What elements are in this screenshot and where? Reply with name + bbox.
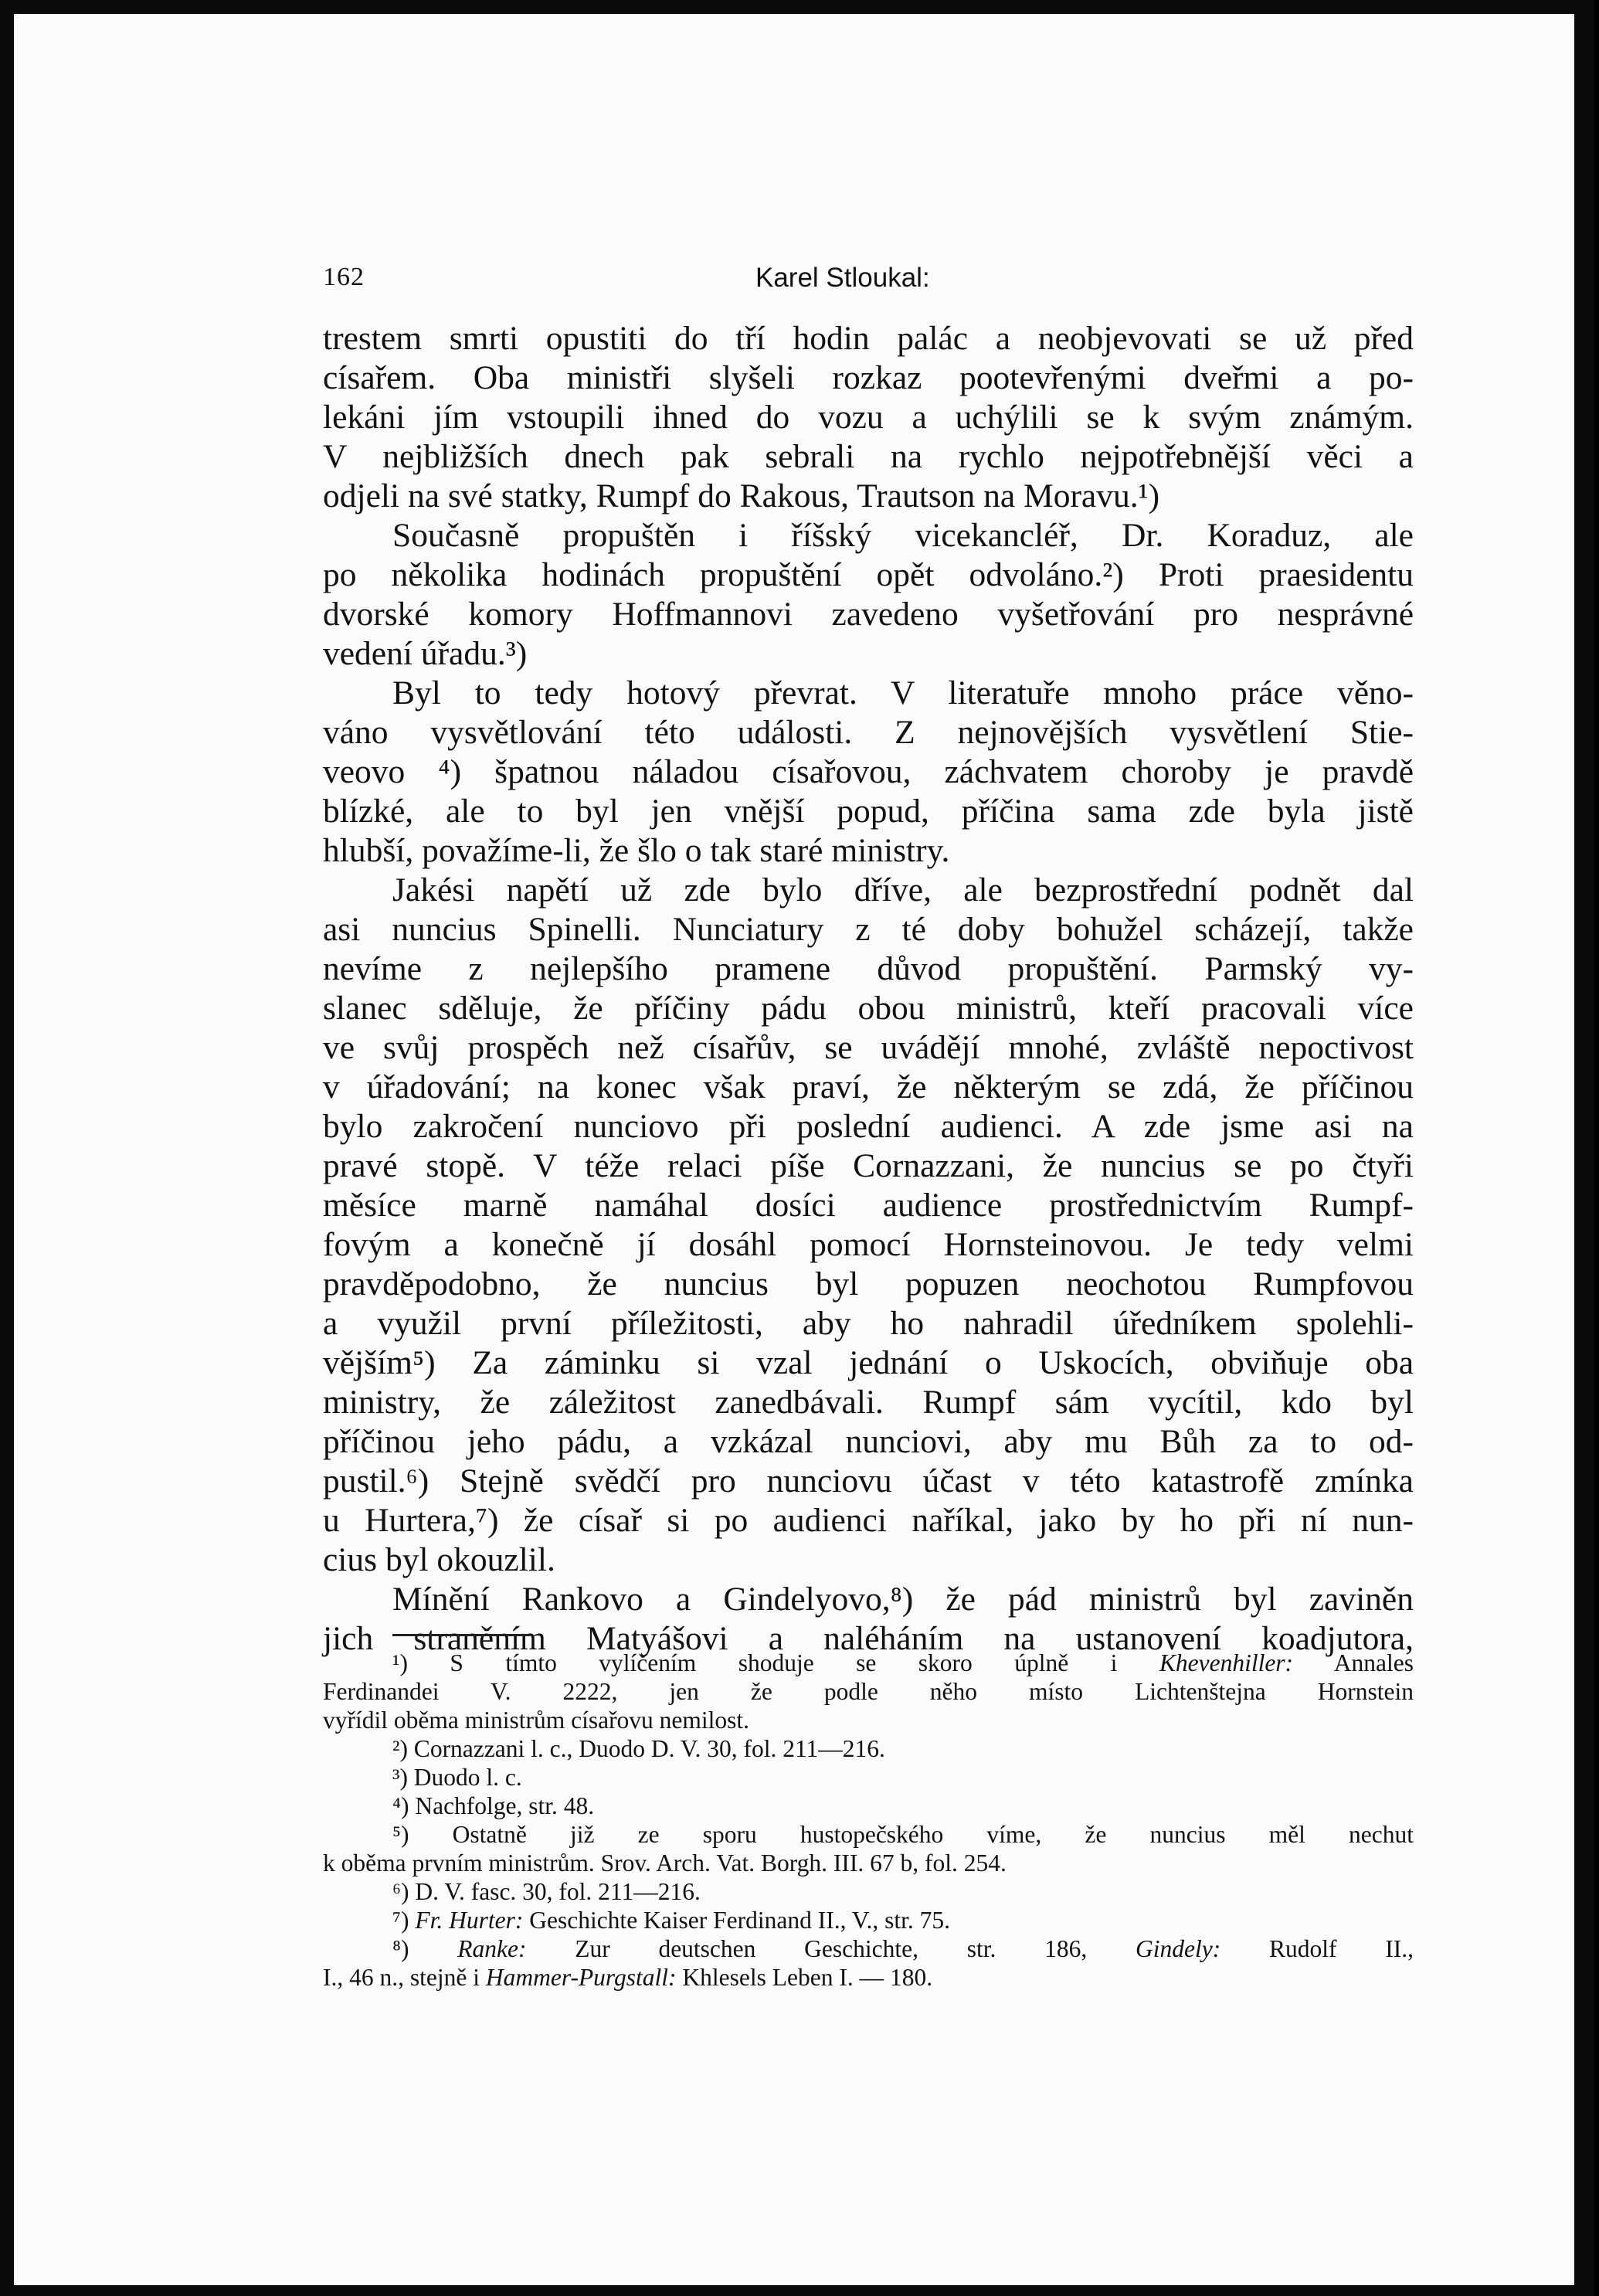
text-line: příčinou jeho pádu, a vzkázal nunciovi, aby mu Bůh za to od- bbox=[323, 1423, 1414, 1460]
text-line: lekáni jím vstoupili ihned do vozu a uchýlili se k svým známým. bbox=[323, 399, 1414, 436]
footnote-divider bbox=[392, 1634, 530, 1636]
footnote-3: ³) Duodo l. c. bbox=[392, 1764, 522, 1791]
paragraph-start-line: Byl to tedy hotový převrat. V literatuře mnoho práce věno- bbox=[392, 674, 1414, 712]
text-line: u Hurtera,⁷) že císař si po audienci naříkal, jako by ho při ní nun- bbox=[323, 1502, 1414, 1539]
page-number: 162 bbox=[323, 263, 365, 291]
text-line: ministry, že záležitost zanedbávali. Rumpf sám vycítil, kdo byl bbox=[323, 1384, 1414, 1421]
footnote-5-cont: k oběma prvním ministrům. Srov. Arch. Vat. Borgh. III. 67 b, fol. 254. bbox=[323, 1849, 1007, 1877]
text-line: bylo zakročení nunciovo při poslední audienci. A zde jsme asi na bbox=[323, 1108, 1414, 1145]
text-line: trestem smrti opustiti do tří hodin palác a neobjevovati se už před bbox=[323, 320, 1414, 357]
text-line: v úřadování; na konec však praví, že některým se zdá, že příčinou bbox=[323, 1068, 1414, 1106]
footnote-6: ⁶) D. V. fasc. 30, fol. 211—216. bbox=[392, 1878, 701, 1905]
text-line: V nejbližších dnech pak sebrali na rychlo nejpotřebnější věci a bbox=[323, 438, 1414, 475]
text-line: cius byl okouzlil. bbox=[323, 1541, 555, 1578]
text-line: pravděpodobno, že nuncius byl popuzen neochotou Rumpfovou bbox=[323, 1265, 1414, 1303]
text-line: jich straněním Matyášovi a naléháním na ustanovení koadjutora, bbox=[323, 1620, 1414, 1657]
text-line: asi nuncius Spinelli. Nunciatury z té doby bohužel scházejí, takže bbox=[323, 911, 1414, 948]
text-line: po několika hodinách propuštění opět odvoláno.²) Proti praesidentu bbox=[323, 556, 1414, 593]
text-line: vedení úřadu.³) bbox=[323, 635, 528, 672]
text-line: hlubší, považíme-li, že šlo o tak staré ministry. bbox=[323, 832, 950, 869]
footnote-2: ²) Cornazzani l. c., Duodo D. V. 30, fol. 211—216. bbox=[392, 1735, 885, 1762]
running-head bbox=[323, 263, 1420, 301]
paragraph-start-line: Jakési napětí už zde bylo dříve, ale bezprostřední podnět dal bbox=[392, 871, 1414, 909]
text-line: veovo ⁴) špatnou náladou císařovou, záchvatem choroby je pravdě bbox=[323, 753, 1414, 790]
book-page bbox=[14, 14, 1574, 2285]
text-line: a využil první příležitosti, aby ho nahradil úředníkem spolehli- bbox=[323, 1305, 1414, 1342]
footnote-7: ⁷) Fr. Hurter: Geschichte Kaiser Ferdinand II., V., str. 75. bbox=[392, 1907, 950, 1934]
footnote-1-cont: Ferdinandei V. 2222, jen že podle něho místo Lichtenštejna Hornstein bbox=[323, 1678, 1414, 1705]
body-text bbox=[323, 319, 1414, 1659]
text-line: pravé stopě. V téže relaci píše Cornazzani, že nuncius se po čtyři bbox=[323, 1147, 1414, 1184]
text-line: váno vysvětlování této události. Z nejnovějších vysvětlení Stie- bbox=[323, 714, 1414, 751]
scan-edge bbox=[1594, 0, 1599, 2296]
text-line: fovým a konečně jí dosáhl pomocí Hornsteinovou. Je tedy velmi bbox=[323, 1226, 1414, 1263]
text-line: slanec sděluje, že příčiny pádu obou ministrů, kteří pracovali více bbox=[323, 990, 1414, 1027]
footnote-5: ⁵) Ostatně již ze sporu hustopečského víme, že nuncius měl nechut bbox=[392, 1821, 1414, 1848]
footnote-8-cont: I., 46 n., stejně i Hammer-Purgstall: Khlesels Leben I. — 180. bbox=[323, 1964, 933, 1991]
text-line: odjeli na své statky, Rumpf do Rakous, Trautson na Moravu.¹) bbox=[323, 477, 1160, 515]
text-line: vějším⁵) Za záminku si vzal jednání o Uskocích, obviňuje oba bbox=[323, 1344, 1414, 1381]
text-line: císařem. Oba ministři slyšeli rozkaz pootevřenými dveřmi a po- bbox=[323, 359, 1414, 396]
footnote-1-cont: vyřídil oběma ministrům císařovu nemilost. bbox=[323, 1707, 750, 1734]
text-line: nevíme z nejlepšího pramene důvod propuštění. Parmský vy- bbox=[323, 950, 1414, 987]
footnote-4: ⁴) Nachfolge, str. 48. bbox=[392, 1792, 595, 1819]
text-line: dvorské komory Hoffmannovi zavedeno vyšetřování pro nesprávné bbox=[323, 596, 1414, 633]
paragraph-start-line: Mínění Rankovo a Gindelyovo,⁸) že pád ministrů byl zaviněn bbox=[392, 1581, 1414, 1618]
footnotes bbox=[323, 1649, 1414, 1992]
text-line: ve svůj prospěch než císařův, se uvádějí mnohé, zvláště nepoctivost bbox=[323, 1029, 1414, 1066]
running-head-author: Karel Stloukal: bbox=[755, 263, 930, 293]
footnote-8: ⁸) Ranke: Zur deutschen Geschichte, str. 186, Gindely: Rudolf II., bbox=[392, 1935, 1414, 1962]
text-line: pustil.⁶) Stejně svědčí pro nunciovu účast v této katastrofě zmínka bbox=[323, 1462, 1414, 1500]
text-line: blízké, ale to byl jen vnější popud, příčina sama zde byla jistě bbox=[323, 793, 1414, 830]
text-line: měsíce marně namáhal dosíci audience prostřednictvím Rumpf- bbox=[323, 1187, 1414, 1224]
footnote-1: ¹) S tímto vylíčením shoduje se skoro úplně i Khevenhiller: Annales bbox=[392, 1649, 1414, 1676]
paragraph-start-line: Současně propuštěn i říšský vicekancléř, Dr. Koraduz, ale bbox=[392, 517, 1414, 554]
